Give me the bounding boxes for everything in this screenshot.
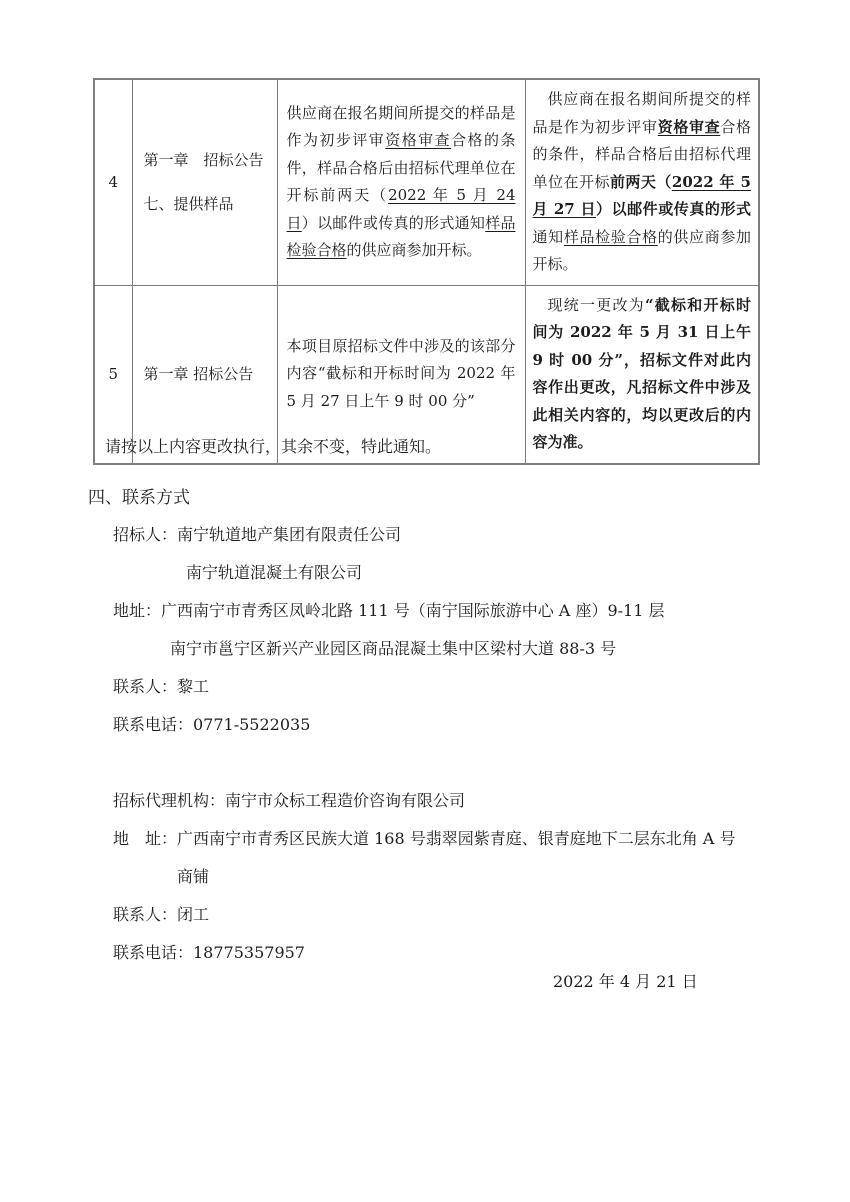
agency-contact-person: 联系人：闭工 — [113, 905, 210, 924]
tenderer-line: 招标人：南宁轨道地产集团有限责任公司 — [113, 525, 402, 544]
section-line: 第一章 招标公告 — [143, 151, 264, 170]
notice-line: 请按以上内容更改执行，其余不变，特此通知。 — [105, 437, 442, 456]
agency-address-line-2: 商铺 — [177, 867, 210, 886]
tenderer-contact-person: 联系人：黎工 — [113, 677, 210, 696]
changed-content-text: 供应商在报名期间所提交的样品是作为初步评审资格审查合格的条件，样品合格后由招标代理单位在开标前两天（2022 年 5 月 27 日）以邮件或传真的形式通知样品检验合格的供应商参加开标。 — [532, 90, 751, 273]
tenderer-address-line-2: 南宁市邕宁区新兴产业园区商品混凝土集中区梁村大道 88-3 号 — [170, 639, 617, 658]
original-content-text: 本项目原招标文件中涉及的该部分内容“截标和开标时间为 2022 年 5 月 27 日上午 9 时 00 分” — [286, 336, 516, 410]
changed-content-text: 现统一更改为“截标和开标时间为 2022 年 5 月 31 日上午 9 时 00 分”，招标文件对此内容作出更改，凡招标文件中涉及此相关内容的，均以更改后的内容为准。 — [532, 295, 751, 451]
agency-line: 招标代理机构：南宁市众标工程造价咨询有限公司 — [113, 791, 466, 810]
row-5-changed-content-cell — [525, 285, 759, 464]
row-4-number-cell — [94, 79, 132, 285]
tenderer-address-line: 地址：广西南宁市青秀区凤岭北路 111 号（南宁国际旅游中心 A 座）9-11 层 — [113, 601, 665, 620]
row-4-changed-content-cell — [525, 79, 759, 285]
amendment-table — [93, 78, 760, 465]
row-4-original-content-cell — [277, 79, 525, 285]
tenderer-company-line-2: 南宁轨道混凝土有限公司 — [186, 563, 363, 582]
contact-section — [88, 516, 788, 972]
row-4-section-cell — [132, 79, 277, 285]
contact-section-heading: 四、联系方式 — [88, 488, 190, 508]
section-line: 七、提供样品 — [143, 195, 234, 214]
original-content-text: 供应商在报名期间所提交的样品是作为初步评审资格审查合格的条件，样品合格后由招标代理单位在开标前两天（2022 年 5 月 24 日）以邮件或传真的形式通知样品检验合格的供应商参加开标。 — [286, 103, 516, 260]
tenderer-phone-line: 联系电话：0771-5522035 — [113, 715, 311, 734]
section-line: 第一章 招标公告 — [143, 365, 254, 383]
row-number: 4 — [108, 173, 119, 192]
agency-address-line: 地 址：广西南宁市青秀区民族大道 168 号翡翠园紫青庭、银青庭地下二层东北角 A 号 — [113, 829, 736, 848]
blank-line — [88, 744, 788, 782]
table-row-4 — [94, 79, 759, 285]
date-line: 2022 年 4 月 21 日 — [553, 972, 698, 991]
row-number: 5 — [108, 365, 119, 383]
agency-phone-line: 联系电话：18775357957 — [113, 943, 305, 962]
